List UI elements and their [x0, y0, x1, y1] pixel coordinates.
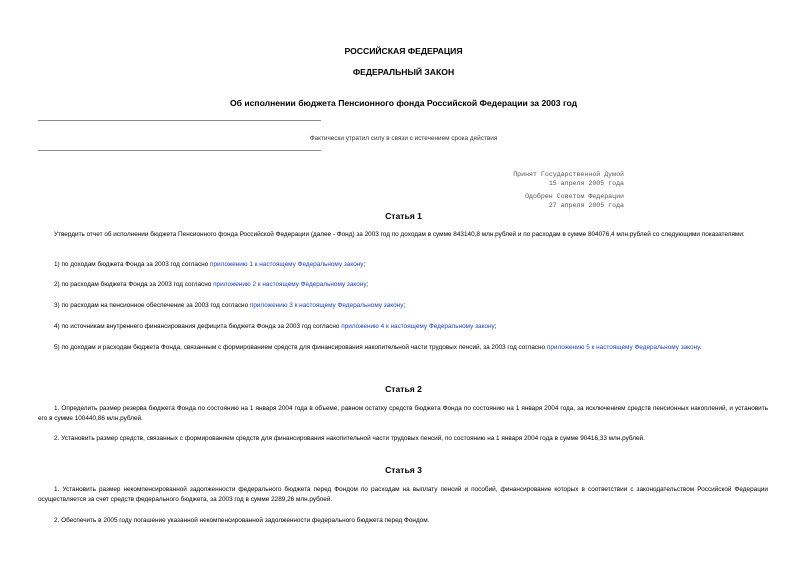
item-text: 4) по источникам внутреннего финансирования дефицита бюджета Фонда за 2003 год согласно [54, 323, 342, 330]
document-title: Об исполнении бюджета Пенсионного фонда Российской Федерации за 2003 год [229, 98, 578, 108]
article-2-paragraph-2: 2. Установить размер средств, связанных с формированием средств для финансирования накопительной части трудовых пенсий, по состоянию на 1 января 2004 года в сумме 90416,33 млн.рублей. [54, 435, 645, 442]
status-note: Фактически утратил силу в связи с истечением срока действия [309, 135, 498, 142]
article-3-paragraph-1: 1. Установить размер некомпенсированной задолженности федерального бюджета перед Фондом по расходам на выплату пенсий и пособий, финансирование которых в соответствии с законодательством Российской Федерации осуществляется за счет средств федерального бюджета, за 2003 год в сумме 2289,26 млн.рублей. [38, 486, 768, 503]
item-tail: ; [494, 323, 497, 330]
adoption-duma [513, 170, 624, 188]
article-3-heading: Статья 3 [385, 465, 422, 475]
item-text: 2) по расходам бюджета Фонда за 2003 год согласно [54, 281, 214, 288]
article-1-intro: Утвердить отчет об исполнении бюджета Пенсионного фонда Российской Федерации (далее - Фонд) за 2003 год по доходам в сумме 843140,8 млн.рублей и по расходам в сумме 804076,4 млн.рублей со следующими показателями: [54, 231, 745, 238]
article-3-paragraph-2: 2. Обеспечить в 2005 году погашение указанной некомпенсированной задолженности федерального бюджета перед Фондом. [54, 517, 430, 524]
item-tail: . [699, 344, 702, 351]
appendix-5-link[interactable]: приложению 5 к настоящему Федеральному закону [546, 344, 700, 351]
header-doc-type: ФЕДЕРАЛЬНЫЙ ЗАКОН [352, 67, 455, 77]
article-1-item-1 [38, 260, 768, 270]
article-1-item-2 [38, 280, 768, 290]
article-2-paragraph-1: 1. Определить размер резерва бюджета Фонда по состоянию на 1 января 2004 года в объеме, равном остатку средств бюджета Фонда по состоянию на 1 января 2004 года, за исключением средств пенсионных накоплений, и установить его в сумме 100440,86 млн.рублей. [38, 405, 768, 422]
article-1-item-4 [38, 322, 768, 332]
adoption-council-date: 27 апреля 2005 года [548, 202, 624, 209]
item-tail: ; [403, 302, 406, 309]
item-tail: ; [366, 281, 369, 288]
adoption-council-label: Одобрен Советом Федерации [525, 193, 624, 200]
appendix-2-link[interactable]: приложению 2 к настоящему Федеральному закону [213, 281, 367, 288]
divider-top [38, 120, 321, 121]
adoption-council [525, 192, 624, 210]
article-1-item-5 [38, 343, 768, 353]
item-text: 3) по расходам на пенсионное обеспечение за 2003 год согласно [54, 302, 250, 309]
article-1-heading: Статья 1 [385, 211, 422, 221]
header-country: РОССИЙСКАЯ ФЕДЕРАЦИЯ [344, 46, 463, 56]
appendix-3-link[interactable]: приложению 3 к настоящему Федеральному закону [249, 302, 404, 309]
item-text: 5) по доходам и расходам бюджета Фонда, связанным с формированием средств для финансирования накопительной части трудовых пенсий, за 2003 год согласно [54, 344, 547, 351]
item-tail: ; [363, 261, 366, 268]
adoption-duma-date: 15 апреля 2005 года [548, 180, 624, 187]
article-2-heading: Статья 2 [385, 384, 422, 394]
article-1-item-3 [38, 301, 768, 311]
item-text: 1) по доходам бюджета Фонда за 2003 год согласно [54, 261, 211, 268]
divider-bottom [38, 150, 321, 151]
adoption-duma-label: Принят Государственной Думой [513, 171, 624, 178]
appendix-1-link[interactable]: приложению 1 к настоящему Федеральному закону [210, 261, 364, 268]
appendix-4-link[interactable]: приложению 4 к настоящему Федеральному закону [341, 323, 495, 330]
